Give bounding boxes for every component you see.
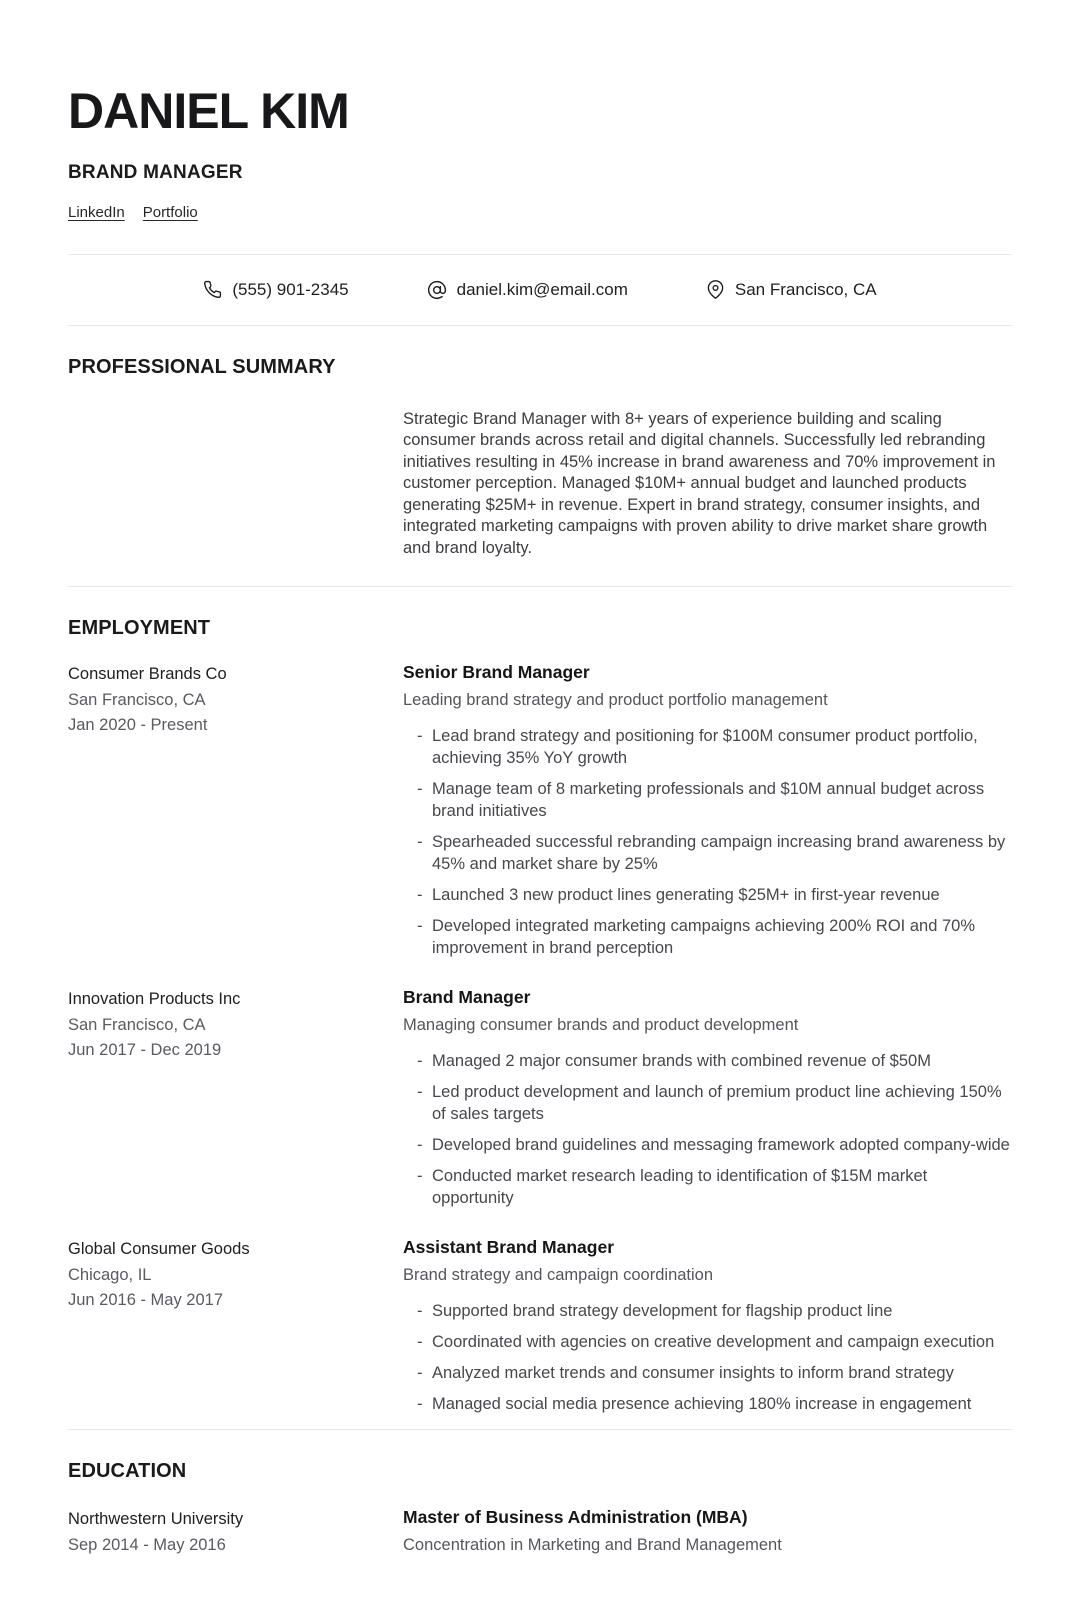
job-bullet-list — [403, 1050, 1012, 1209]
phone-icon — [203, 280, 222, 299]
job-bullet: - Developed integrated marketing campaigns achieving 200% ROI and 70% improvement in brand perception — [417, 915, 1012, 959]
job-bullet-list — [403, 725, 1012, 959]
job-details — [403, 662, 1012, 959]
at-sign-icon — [427, 280, 447, 300]
location-pin-icon — [706, 280, 725, 299]
education-details — [403, 1507, 1012, 1558]
contact-location — [706, 280, 877, 300]
job-location: San Francisco, CA — [68, 1015, 206, 1034]
contact-phone — [203, 280, 348, 300]
job-bullet: - Launched 3 new product lines generating $25M+ in first-year revenue — [417, 884, 1012, 906]
job-bullet: - Spearheaded successful rebranding campaign increasing brand awareness by 45% and market share by 25% — [417, 831, 1012, 875]
candidate-name: DANIEL KIM — [68, 83, 349, 139]
job-company: Consumer Brands Co — [68, 665, 227, 683]
resume-header — [68, 85, 1012, 221]
job-entry — [68, 662, 1012, 959]
job-bullet: - Lead brand strategy and positioning for $100M consumer product portfolio, achieving 35% YoY growth — [417, 725, 1012, 769]
contact-location-value: San Francisco, CA — [734, 279, 877, 299]
job-bullet: - Led product development and launch of premium product line achieving 150% of sales targets — [417, 1081, 1012, 1125]
contact-email — [427, 280, 628, 300]
candidate-title: BRAND MANAGER — [68, 161, 243, 183]
job-meta — [68, 1237, 403, 1415]
job-bullet: - Managed 2 major consumer brands with combined revenue of $50M — [417, 1050, 1012, 1072]
job-location: San Francisco, CA — [68, 690, 206, 709]
summary-left-spacer — [68, 409, 403, 560]
linkedin-link[interactable]: LinkedIn — [68, 203, 125, 221]
job-bullet: - Developed brand guidelines and messaging framework adopted company-wide — [417, 1134, 1012, 1156]
job-dates: Jan 2020 - Present — [68, 716, 208, 734]
job-bullet: - Analyzed market trends and consumer insights to inform brand strategy — [417, 1362, 1012, 1384]
job-details — [403, 1237, 1012, 1415]
job-dates: Jun 2016 - May 2017 — [68, 1291, 224, 1309]
summary-heading: PROFESSIONAL SUMMARY — [68, 355, 336, 378]
job-role-subtitle: Leading brand strategy and product portfolio management — [403, 691, 828, 709]
education-meta — [68, 1507, 403, 1558]
job-role-title: Assistant Brand Manager — [403, 1237, 615, 1257]
summary-text: Strategic Brand Manager with 8+ years of experience building and scaling consumer brands across retail and digital channels. Successfully led rebranding initiatives resulting in 45% increase in brand awareness and 70% improvement in customer perception. Managed $10M+ annual budget and launched products generating $25M+ in revenue. Expert in brand strategy, consumer insights, and integrated marketing campaigns with proven ability to drive market share growth and brand loyalty. — [403, 409, 996, 557]
section-education — [68, 1430, 1012, 1558]
portfolio-link[interactable]: Portfolio — [142, 203, 198, 221]
job-details — [403, 987, 1012, 1209]
job-bullet: - Coordinated with agencies on creative development and campaign execution — [417, 1331, 1012, 1353]
education-degree: Master of Business Administration (MBA) — [403, 1507, 748, 1527]
job-company: Global Consumer Goods — [68, 1240, 250, 1258]
job-role-title: Brand Manager — [403, 987, 531, 1007]
job-bullet-list — [403, 1300, 1012, 1415]
job-entry — [68, 1237, 1012, 1415]
contact-email-value: daniel.kim@email.com — [456, 279, 628, 299]
job-bullet: - Manage team of 8 marketing professionals and $10M annual budget across brand initiatives — [417, 778, 1012, 822]
job-location: Chicago, IL — [68, 1265, 152, 1284]
profile-links — [68, 204, 1012, 221]
job-bullet: - Managed social media presence achieving 180% increase in engagement — [417, 1393, 1012, 1415]
employment-heading: EMPLOYMENT — [68, 617, 211, 639]
contact-phone-value: (555) 901-2345 — [232, 279, 349, 299]
job-dates: Jun 2017 - Dec 2019 — [68, 1041, 222, 1059]
section-professional-summary — [68, 326, 1012, 587]
job-company: Innovation Products Inc — [68, 990, 241, 1008]
education-dates: Sep 2014 - May 2016 — [68, 1535, 226, 1554]
job-meta — [68, 987, 403, 1209]
education-detail: Concentration in Marketing and Brand Management — [403, 1536, 782, 1554]
job-bullet: - Supported brand strategy development for flagship product line — [417, 1300, 1012, 1322]
job-role-subtitle: Managing consumer brands and product development — [403, 1016, 799, 1034]
job-role-subtitle: Brand strategy and campaign coordination — [403, 1266, 714, 1284]
education-heading: EDUCATION — [68, 1460, 187, 1482]
education-entry — [68, 1507, 1012, 1558]
job-role-title: Senior Brand Manager — [403, 662, 590, 682]
job-bullet: - Conducted market research leading to identification of $15M market opportunity — [417, 1165, 1012, 1209]
education-school: Northwestern University — [68, 1510, 244, 1528]
job-entry — [68, 987, 1012, 1209]
contact-row — [68, 255, 1012, 325]
section-employment — [68, 587, 1012, 1415]
job-meta — [68, 662, 403, 959]
